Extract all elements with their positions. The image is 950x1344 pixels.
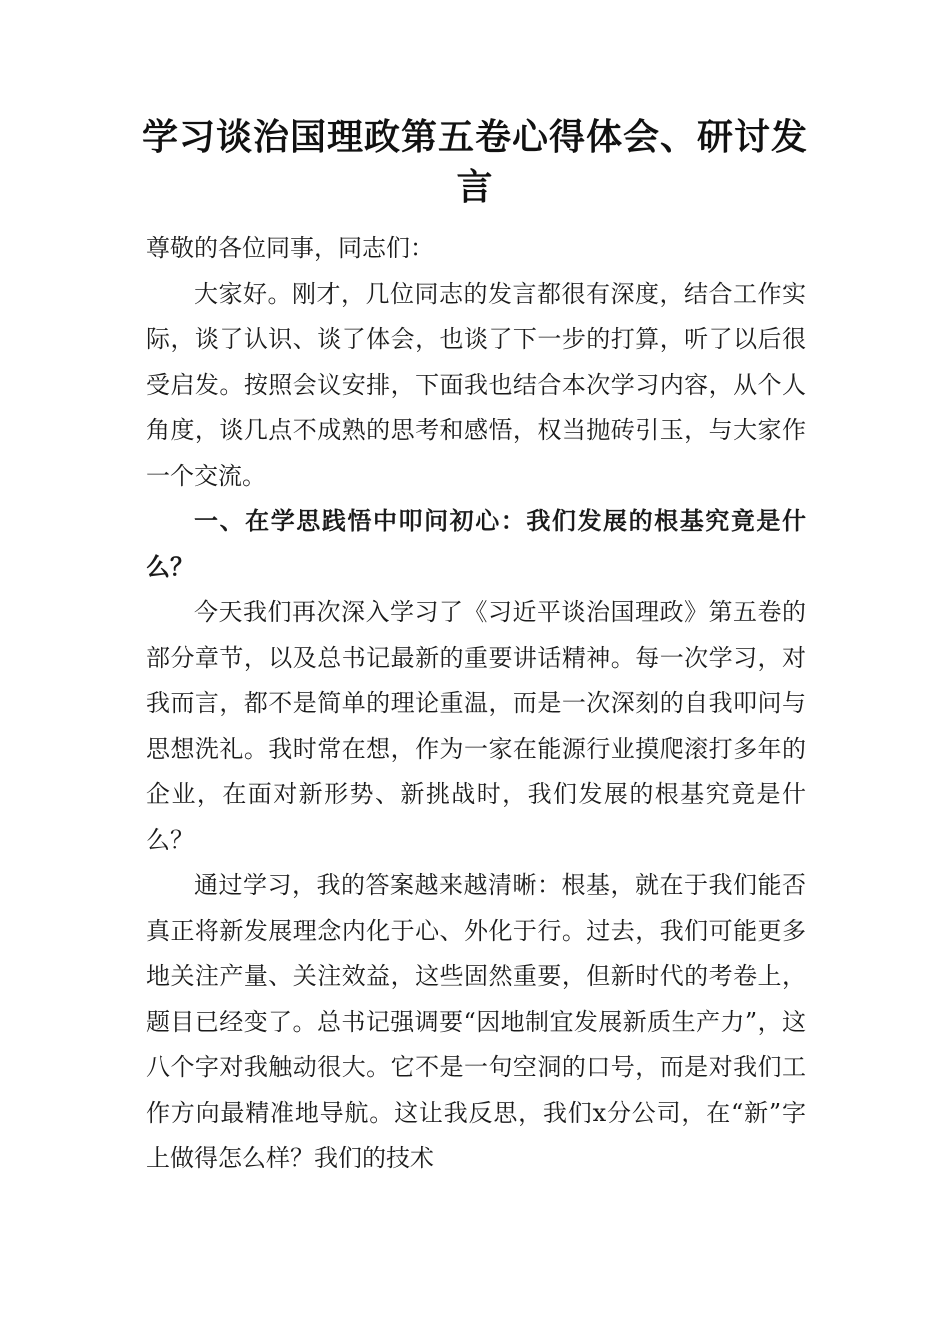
paragraph-section1-1: 今天我们再次深入学习了《习近平谈治国理政》第五卷的部分章节，以及总书记最新的重要讲话精神。每一次学习，对我而言，都不是简单的理论重温，而是一次深刻的自我叩问与思想洗礼。我时常在想，作为一家在能源行业摸爬滚打多年的企业，在面对新形势、新挑战时，我们发展的根基究竟是什么？ <box>146 598 806 854</box>
document-body <box>146 226 806 1182</box>
salutation: 尊敬的各位同事，同志们： <box>146 234 434 262</box>
section-heading-1: 一、在学思践悟中叩问初心：我们发展的根基究竟是什么？ <box>146 507 806 581</box>
paragraph-opening: 大家好。刚才，几位同志的发言都很有深度，结合工作实际，谈了认识、谈了体会，也谈了下一步的打算，听了以后很受启发。按照会议安排，下面我也结合本次学习内容，从个人角度，谈几点不成熟的思考和感悟，权当抛砖引玉，与大家作一个交流。 <box>146 279 806 490</box>
paragraph-section1-2: 通过学习，我的答案越来越清晰：根基，就在于我们能否真正将新发展理念内化于心、外化于行。过去，我们可能更多地关注产量、关注效益，这些固然重要，但新时代的考卷上，题目已经变了。总书记强调要“因地制宜发展新质生产力”，这八个字对我触动很大。它不是一句空洞的口号，而是对我们工作方向最精准地导航。这让我反思，我们x分公司，在“新”字上做得怎么样？我们的技术 <box>146 871 806 1172</box>
document-title: 学习谈治国理政第五卷心得体会、研讨发言 <box>141 116 808 208</box>
